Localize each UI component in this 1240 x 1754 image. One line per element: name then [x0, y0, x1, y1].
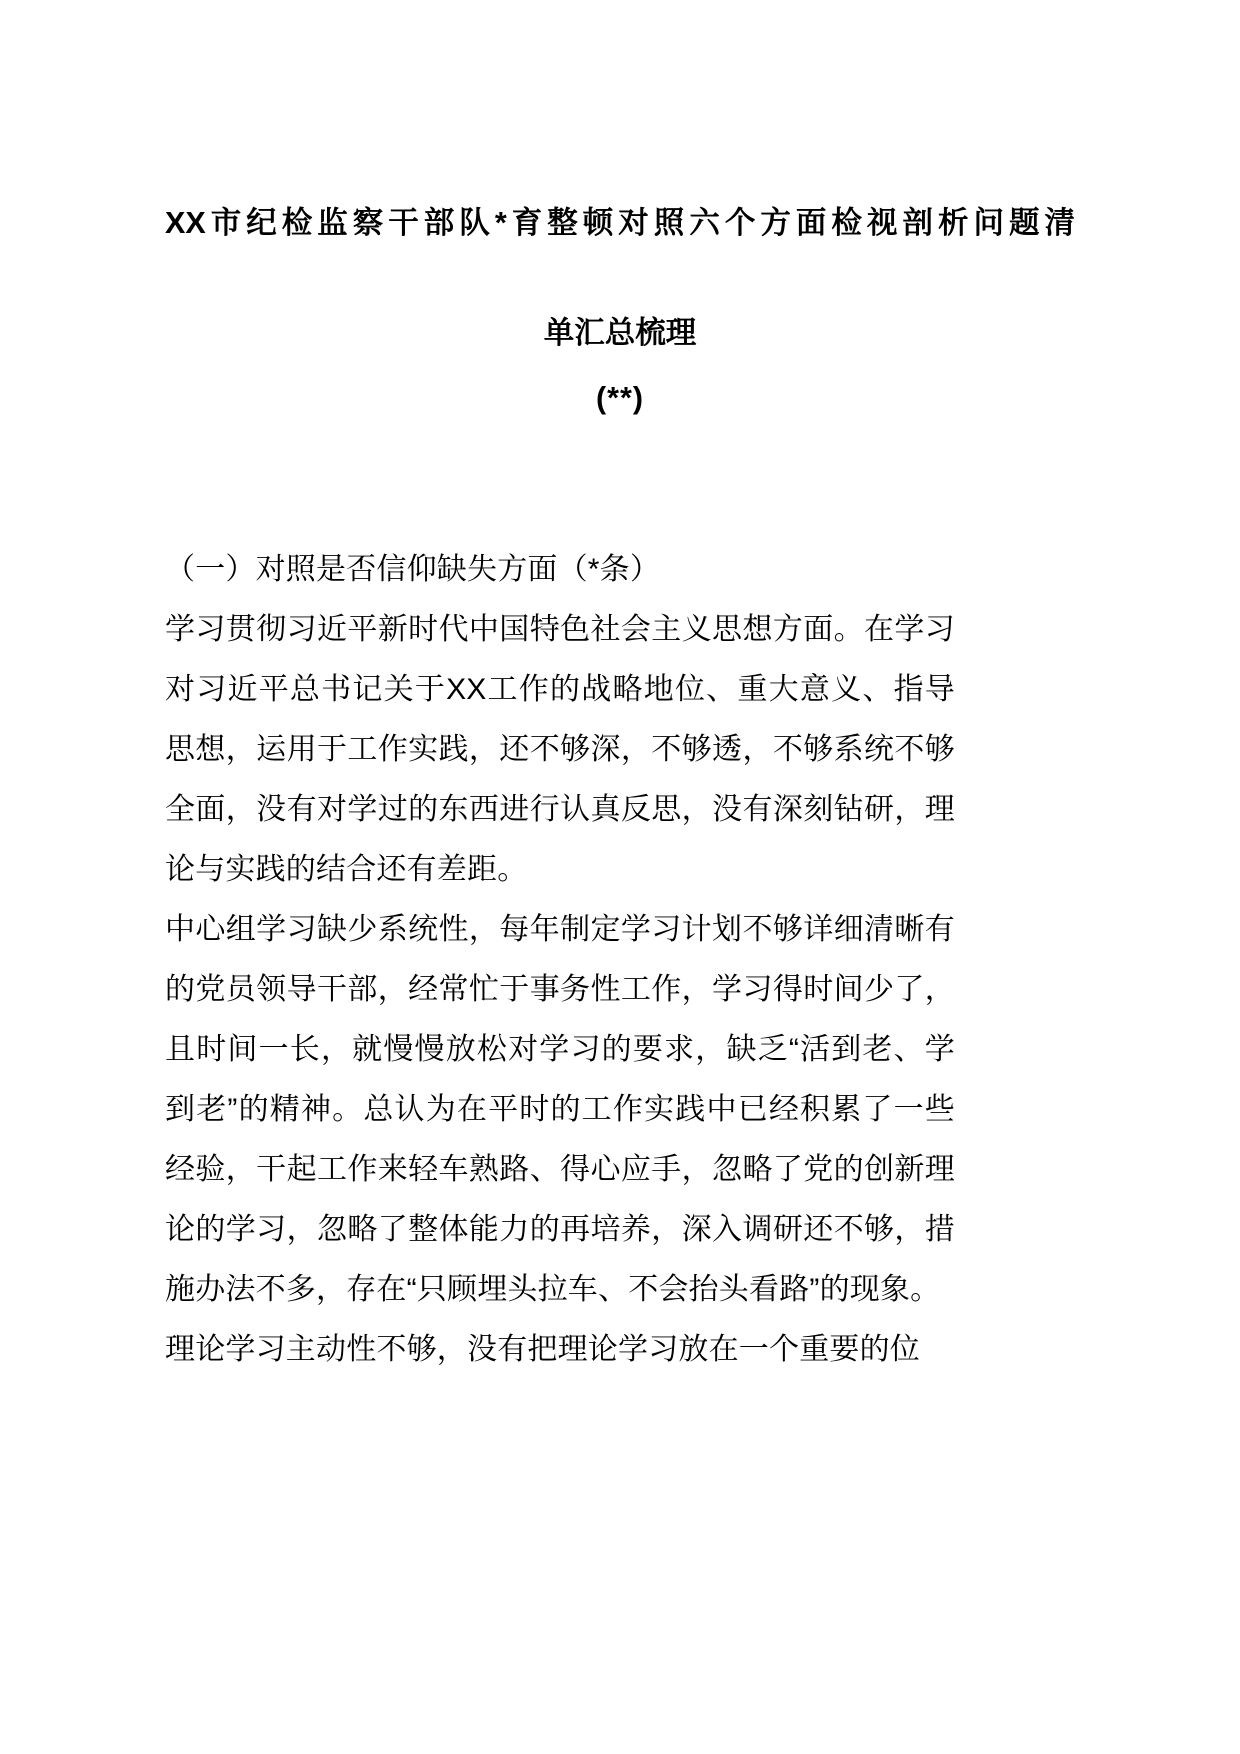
body-paragraph-1: 学习贯彻习近平新时代中国特色社会主义思想方面。在学习对习近平总书记关于XX工作的战略地位、重大意义、指导思想，运用于工作实践，还不够深，不够透，不够系统不够全面，没有对学过的东西进行认真反思，没有深刻钻研，理论与实践的结合还有差距。 [165, 613, 955, 886]
title-line-1: XX市纪检监察干部队*育整顿对照六个方面检视剖析问题清 [165, 206, 1075, 240]
document-subtitle: (**) [595, 381, 645, 415]
body-paragraph-3: 理论学习主动性不够，没有把理论学习放在一个重要的位 [165, 1333, 920, 1366]
document-title-block [165, 168, 1075, 388]
document-body [165, 540, 955, 1380]
body-paragraph-2: 中心组学习缺少系统性，每年制定学习计划不够详细清晰有的党员领导干部，经常忙于事务性工作，学习得时间少了，且时间一长，就慢慢放松对学习的要求，缺乏“活到老、学到老”的精神。总认为在平时的工作实践中已经积累了一些经验，干起工作来轻车熟路、得心应手，忽略了党的创新理论的学习，忽略了整体能力的再培养，深入调研还不够，措施办法不多，存在“只顾埋头拉车、不会抬头看路”的现象。 [165, 913, 955, 1306]
title-line-2: 单汇总梳理 [543, 316, 697, 350]
page-title [165, 168, 1075, 388]
section-heading: （一）对照是否信仰缺失方面（*条） [165, 553, 661, 586]
